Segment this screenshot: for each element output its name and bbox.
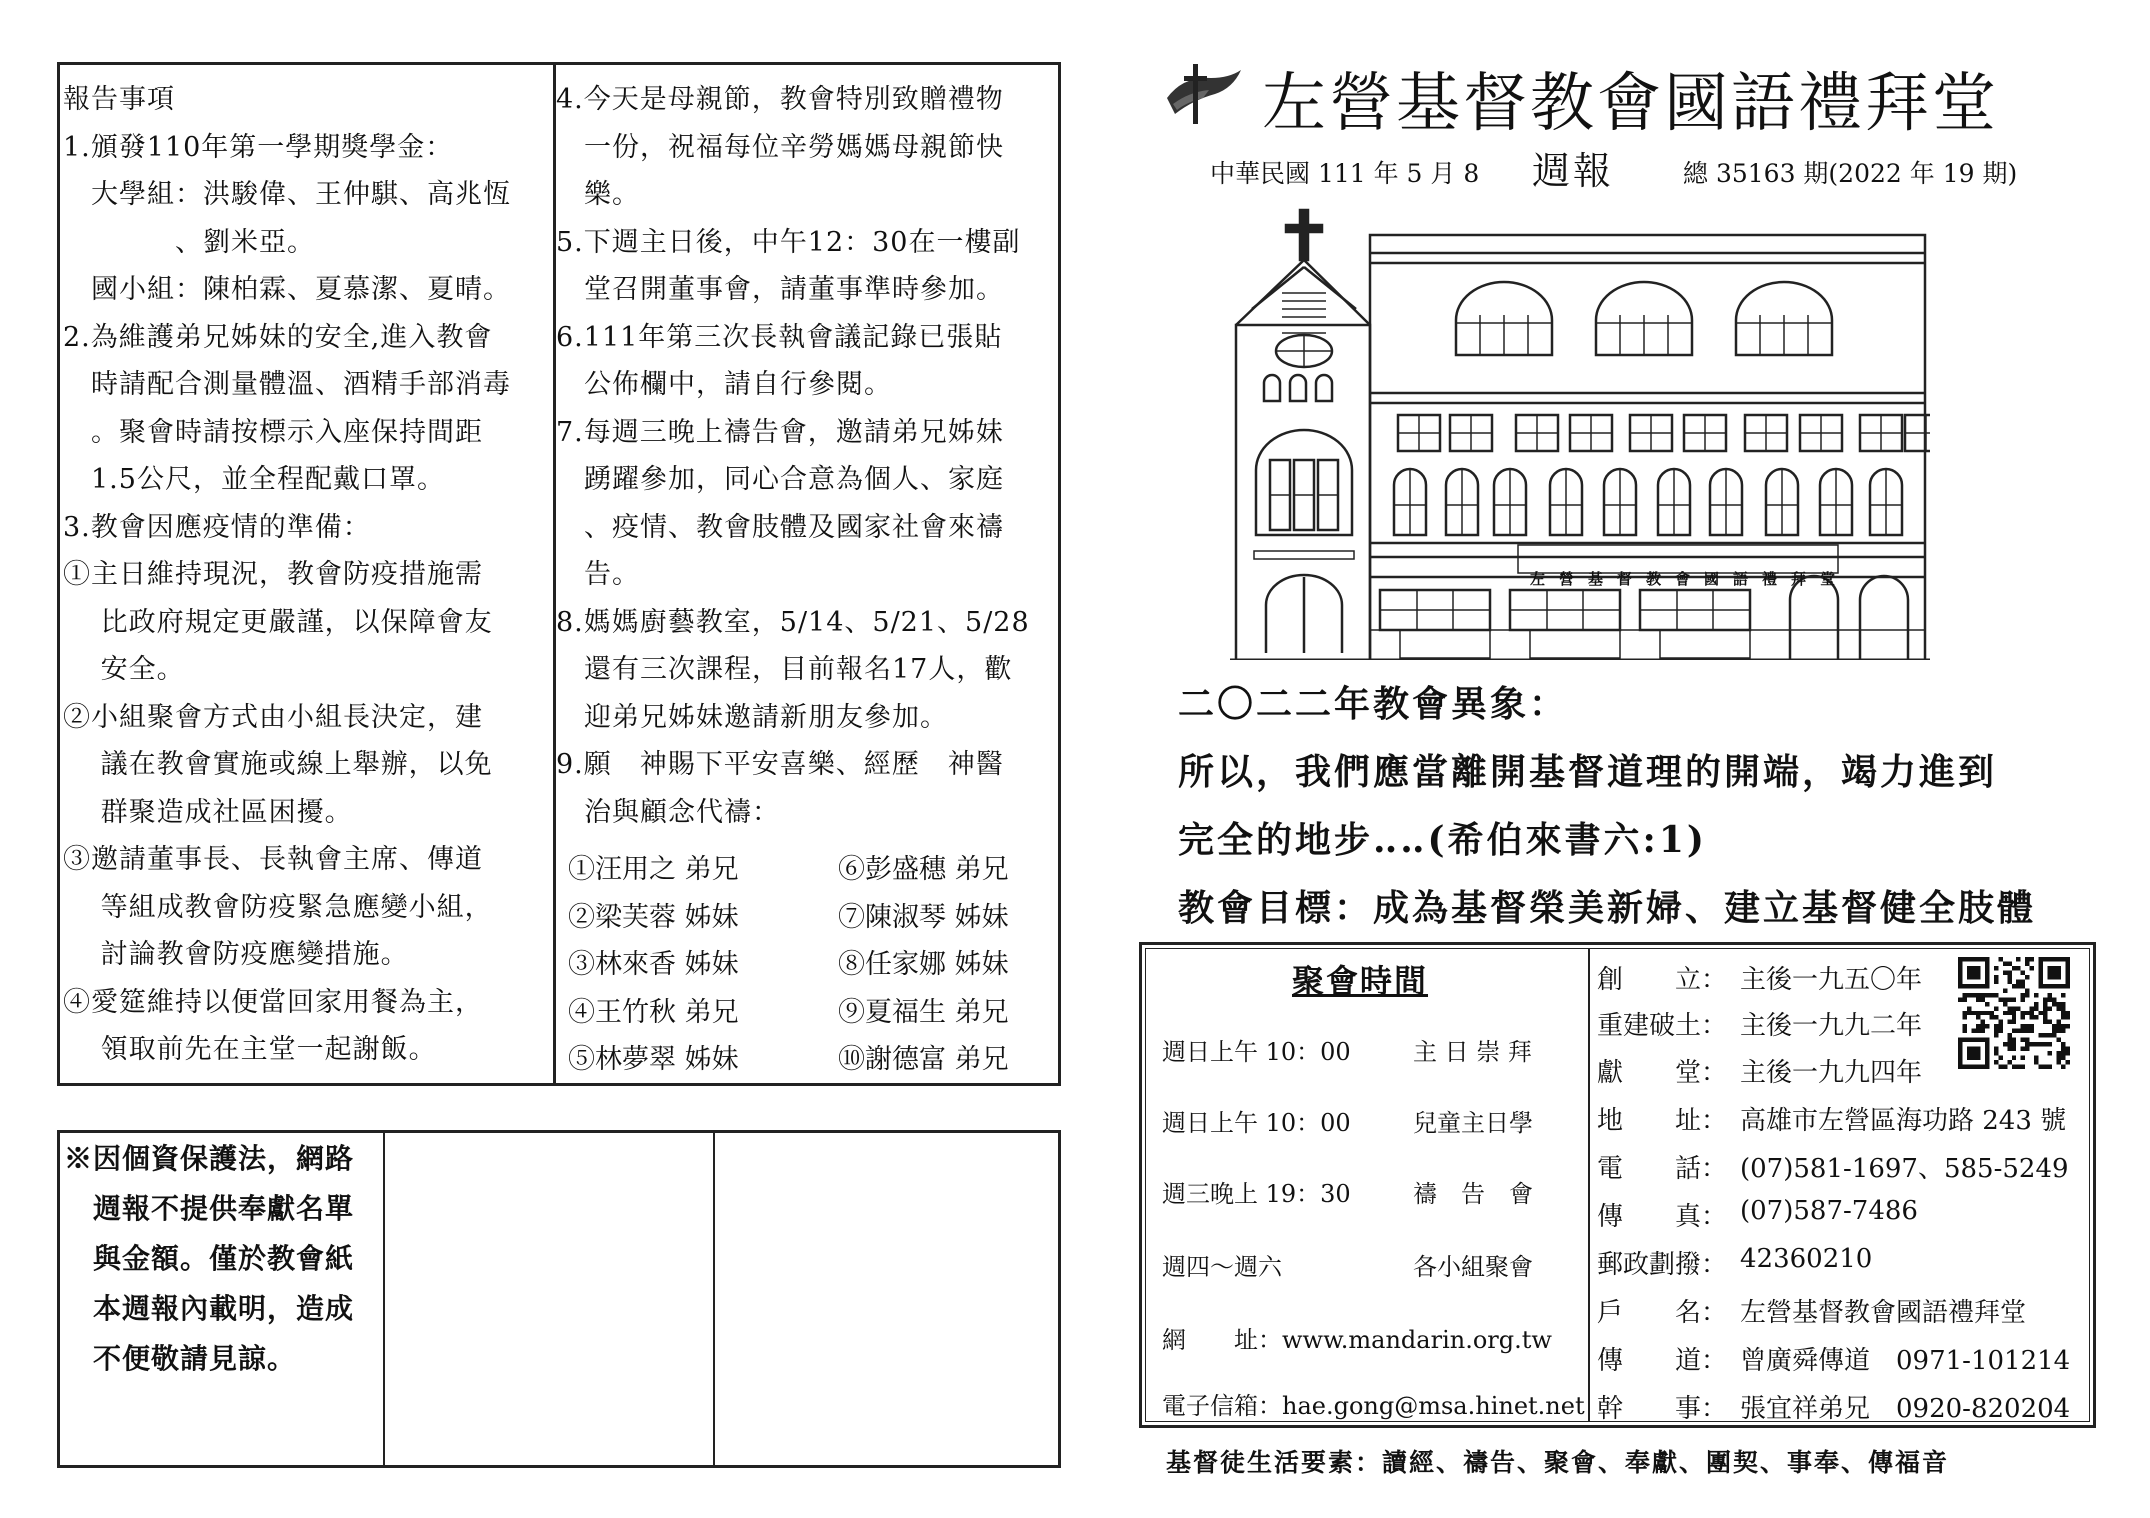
info-value: 主後一九九四年 [1740,1058,1923,1088]
announcement-line: 7.每週三晚上禱告會，邀請弟兄姊妹 [556,416,1004,448]
announcement-line: 治與顧念代禱： [556,796,780,828]
announcement-line: ②小組聚會方式由小組長決定，建 [63,701,483,733]
building-sign: 左營基督教會國語禮拜堂 [1530,570,1850,588]
qr-code-icon[interactable] [1958,957,2070,1069]
info-label: 幹 事： [1597,1394,1728,1424]
announcement-line: 、疫情、教會肢體及國家社會來禱 [556,511,1004,543]
announcements-right-column [556,76,1030,836]
prayer-name: ⑤林夢翠 姊妹 [568,1044,739,1075]
info-value: 左營基督教會國語禮拜堂 [1740,1298,2027,1328]
meeting-time-1: 週日上午 10：00 [1162,1038,1351,1066]
prayer-name: ⑥彭盛穗 弟兄 [838,854,1009,885]
announcement-line: 時請配合測量體溫、酒精手部消毒 [63,369,511,400]
announcement-line: 一份，祝福每位辛勞媽媽母親節快 [556,131,1004,163]
announcement-line: 。聚會時請按標示入座保持間距 [63,416,483,448]
privacy-line: ※因個資保護法，網路 [64,1142,355,1175]
announcement-line: 還有三次課程，目前報名17人，歡 [556,654,1013,685]
info-value: 主後一九九二年 [1740,1011,1923,1041]
church-logo-icon [1163,58,1243,128]
meeting-divider [1588,948,1590,1422]
announcement-line: 9.願 神賜下平安喜樂、經歷 神醫 [556,749,1004,780]
meeting-name-4: 各小組聚會 [1413,1253,1533,1281]
info-label: 戶 名： [1597,1298,1728,1328]
announcement-line: 等組成教會防疫緊急應變小組， [63,891,493,923]
announcement-line: 5.下週主日後，中午12：30在一樓副 [556,226,1021,258]
info-label: 地 址： [1597,1106,1728,1136]
info-value: (07)581-1697、585-5249 [1740,1154,2069,1184]
vision-heading: 二〇二二年教會異象： [1178,683,1569,725]
church-building-drawing [1230,205,1930,660]
info-value: 曾廣舜傳道 0971-101214 [1740,1346,2071,1376]
info-label: 獻 堂： [1597,1058,1728,1088]
vision-verse-line2: 完全的地步‥‥(希伯來書六:1) [1178,819,1707,861]
prayer-name: ④王竹秋 弟兄 [568,996,739,1028]
announcement-line: 樂。 [556,179,640,210]
announcement-line: 領取前先在主堂一起謝飯。 [63,1034,437,1065]
announcement-line: 告。 [556,559,640,590]
announcement-line: ④愛筵維持以便當回家用餐為主， [63,986,483,1018]
info-value: (07)587-7486 [1740,1196,1918,1226]
church-goal: 教會目標：成為基督榮美新婦、建立基督健全肢體 [1178,887,2037,929]
website-link[interactable]: 網 址：www.mandarin.org.tw [1162,1326,1552,1354]
meetings-title: 聚會時間 [1292,962,1429,1000]
announcement-line: 4.今天是母親節，教會特別致贈禮物 [556,84,1004,115]
meeting-name-1: 主 日 崇 拜 [1413,1038,1532,1066]
privacy-line: 本週報內載明，造成 [64,1292,355,1325]
announcement-line: 1.頒發110年第一學期獎學金： [63,131,454,163]
info-value: 高雄市左營區海功路 243 號 [1740,1106,2067,1136]
privacy-notice [64,1134,354,1384]
prayer-name: ⑩謝德富 弟兄 [838,1044,1009,1075]
announcement-line: 3.教會因應疫情的準備： [63,511,371,543]
info-label: 重建破土： [1597,1011,1728,1041]
announcement-line: 6.111年第三次長執會議記錄已張貼 [556,321,1003,353]
announcement-line: ③邀請董事長、長執會主席、傳道 [63,844,483,875]
offering-divider-1 [383,1130,385,1468]
vision-verse-line1: 所以，我們應當離開基督道理的開端，竭力進到 [1178,751,1998,793]
offering-divider-2 [713,1130,715,1468]
meeting-time-3: 週三晚上 19：30 [1162,1180,1351,1208]
info-value: 主後一九五〇年 [1740,965,1923,995]
announcement-line: 大學組：洪駿偉、王仲騏、高兆恆 [63,179,511,210]
meeting-time-2: 週日上午 10：00 [1162,1109,1351,1137]
bulletin-date: 中華民國 111 年 5 月 8 [1210,159,1480,188]
info-label: 傳 道： [1597,1346,1728,1376]
announcement-line: 踴躍參加，同心合意為個人、家庭 [556,464,1004,495]
info-label: 創 立： [1597,965,1728,995]
prayer-name: ⑧任家娜 姊妹 [838,949,1009,980]
info-value: 張宜祥弟兄 0920-820204 [1740,1394,2071,1424]
prayer-name: ⑨夏福生 弟兄 [838,996,1009,1028]
announcement-line: 2.為維護弟兄姊妹的安全,進入教會 [63,321,493,353]
info-label: 電 話： [1597,1154,1728,1184]
privacy-line: 不便敬請見諒。 [64,1342,297,1375]
announcement-line: 、劉米亞。 [63,226,315,258]
church-name: 左營基督教會國語禮拜堂 [1262,67,1999,141]
meeting-name-3: 禱 告 會 [1413,1180,1533,1208]
announcement-line: 國小組：陳柏霖、夏慕潔、夏晴。 [63,274,511,305]
meeting-name-2: 兒童主日學 [1413,1109,1533,1137]
announcement-line: 1.5公尺，並全程配戴口罩。 [63,464,445,495]
meeting-time-4: 週四～週六 [1162,1253,1282,1281]
footer-christian-life: 基督徒生活要素：讀經、禱告、聚會、奉獻、團契、事奉、傳福音 [1166,1448,1950,1477]
announcements-left-column [63,76,511,1074]
info-value: 42360210 [1740,1244,1873,1274]
announcement-line: 安全。 [63,654,185,685]
prayer-name: ②梁芙蓉 姊妹 [568,901,739,933]
privacy-line: 週報不提供奉獻名單 [64,1192,355,1225]
announcement-line: 8.媽媽廚藝教室，5/14、5/21、5/28 [556,606,1030,638]
announcement-line: 群聚造成社區困擾。 [63,796,353,828]
announcement-line: 報告事項 [63,84,175,115]
announcement-line: 議在教會實施或線上舉辦，以免 [63,749,493,780]
info-label: 郵政劃撥： [1597,1250,1728,1280]
info-label: 傳 真： [1597,1202,1728,1232]
bulletin-issue: 總 35163 期(2022 年 19 期) [1683,159,2018,188]
announcement-line: 討論教會防疫應變措施。 [63,939,409,970]
announcement-line: 比政府規定更嚴謹，以保障會友 [63,606,493,638]
bulletin-label: 週報 [1532,149,1615,193]
announcement-line: ①主日維持現況，教會防疫措施需 [63,559,483,590]
announcement-line: 公佈欄中，請自行參閱。 [556,369,892,400]
announcement-line: 迎弟兄姊妹邀請新朋友參加。 [556,701,948,733]
announcement-line: 堂召開董事會，請董事準時參加。 [556,274,1004,305]
prayer-name: ⑦陳淑琴 姊妹 [838,901,1009,933]
prayer-name: ③林來香 姊妹 [568,949,739,980]
prayer-name: ①汪用之 弟兄 [568,854,739,885]
email-link[interactable]: 電子信箱：hae.gong@msa.hinet.net [1162,1392,1585,1420]
privacy-line: 與金額。僅於教會紙 [64,1242,355,1275]
